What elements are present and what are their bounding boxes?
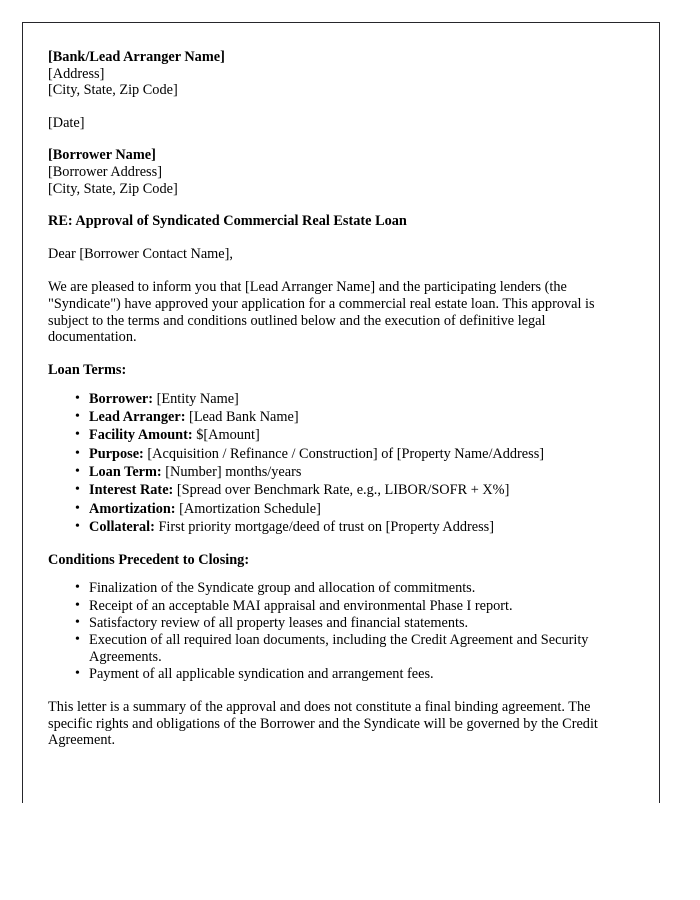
loan-term-label: Purpose: <box>89 445 144 462</box>
loan-term-label: Borrower: <box>89 390 154 407</box>
document-body <box>23 23 659 749</box>
condition-item: • Execution of all required loan documents, including the Credit Agreement and Security Agreements. <box>89 632 627 666</box>
sender-address-block <box>48 49 627 99</box>
loan-term-label: Collateral: <box>89 518 155 535</box>
salutation: Dear [Borrower Contact Name], <box>48 246 233 263</box>
condition-item: • Finalization of the Syndicate group and allocation of commitments. <box>89 580 627 597</box>
loan-term-item <box>89 446 627 463</box>
recipient-address-block <box>48 147 627 197</box>
loan-term-label: Lead Arranger: <box>89 409 186 426</box>
recipient-street: [Borrower Address] <box>48 163 162 180</box>
loan-term-item <box>89 519 627 536</box>
loan-term-value: [Number] months/years <box>161 464 302 480</box>
loan-term-value: $[Amount] <box>192 427 260 444</box>
document-page <box>22 22 660 803</box>
conditions-precedent-heading: Conditions Precedent to Closing: <box>48 551 250 568</box>
opening-paragraph: We are pleased to inform you that [Lead Arranger Name] and the participating lenders (the "Syndicate") have approved your application for a commercial real estate loan. This approval is subject to the terms and conditions outlined below and the execution of definitive legal documentation. <box>48 279 595 346</box>
loan-term-item <box>89 391 627 408</box>
loan-term-value: [Acquisition / Refinance / Construction] of [Property Name/Address] <box>143 445 545 462</box>
loan-term-value: [Entity Name] <box>153 390 239 407</box>
loan-term-value: [Spread over Benchmark Rate, e.g., LIBOR/SOFR + X%] <box>173 482 510 499</box>
loan-terms-heading: Loan Terms: <box>48 362 127 379</box>
sender-street: [Address] <box>48 65 105 82</box>
loan-term-item <box>89 482 627 499</box>
sender-name: [Bank/Lead Arranger Name] <box>48 49 225 65</box>
loan-term-item <box>89 427 627 444</box>
loan-term-label: Loan Term: <box>89 464 162 480</box>
recipient-name: [Borrower Name] <box>48 147 156 164</box>
loan-term-item <box>89 464 627 481</box>
loan-term-label: Amortization: <box>89 500 176 517</box>
loan-term-value: [Lead Bank Name] <box>185 409 299 426</box>
loan-term-value: First priority mortgage/deed of trust on [Property Address] <box>154 518 495 535</box>
condition-item: • Satisfactory review of all property leases and financial statements. <box>89 615 627 632</box>
loan-term-item <box>89 409 627 426</box>
loan-terms-list <box>48 391 627 536</box>
sender-city-state-zip: [City, State, Zip Code] <box>48 82 178 99</box>
loan-term-label: Interest Rate: <box>89 482 174 499</box>
loan-term-item <box>89 501 627 518</box>
conditions-precedent-list <box>48 580 627 683</box>
condition-item: • Payment of all applicable syndication and arrangement fees. <box>89 666 627 683</box>
recipient-city-state-zip: [City, State, Zip Code] <box>48 180 178 197</box>
condition-item: • Receipt of an acceptable MAI appraisal and environmental Phase I report. <box>89 598 627 615</box>
loan-term-label: Facility Amount: <box>89 427 193 444</box>
letter-date: [Date] <box>48 114 85 131</box>
subject-line: RE: Approval of Syndicated Commercial Real Estate Loan <box>48 213 407 230</box>
closing-paragraph: This letter is a summary of the approval and does not constitute a final binding agreement. The specific rights and obligations of the Borrower and the Syndicate will be governed by the Credit Agreement. <box>48 699 598 749</box>
loan-term-value: [Amortization Schedule] <box>175 500 321 517</box>
